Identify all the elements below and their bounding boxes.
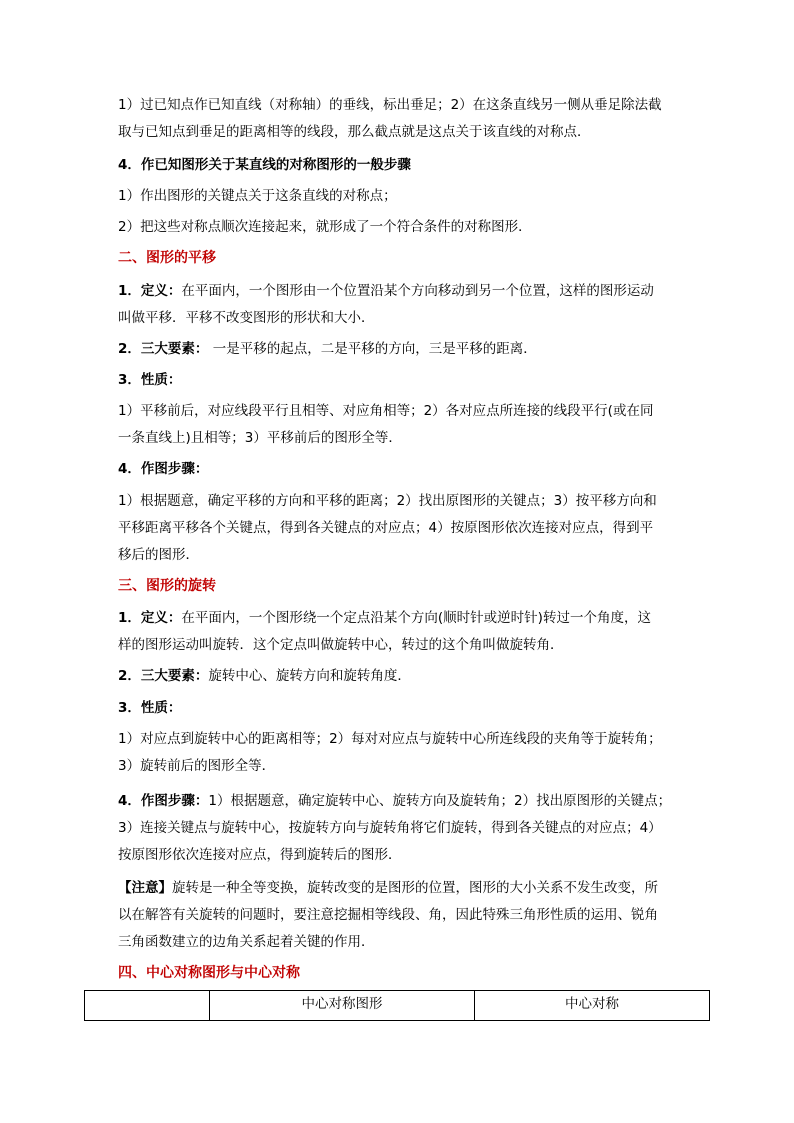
paragraph-translation-steps-label: 4．作图步骤： xyxy=(118,461,209,477)
paragraph-rotation-properties-label: 3．性质： xyxy=(118,700,182,716)
paragraph-translation-definition: 1．定义：在平面内，一个图形由一个位置沿某个方向移动到另一个位置，这样的图形运动 叫做平移．平移不改变图形的形状和大小． xyxy=(118,283,654,326)
section-heading-central-symmetry: 四、中心对称图形与中心对称 xyxy=(118,965,300,981)
paragraph-rotation-properties: 1）对应点到旋转中心的距离相等；2）每对对应点与旋转中心所连线段的夹角等于旋转角； 3）旋转前后的图形全等． xyxy=(118,731,662,774)
table-header-cell-figure: 中心对称图形 xyxy=(210,991,475,1021)
paragraph-translation-steps: 1）根据题意，确定平移的方向和平移的距离；2）找出原图形的关键点；3）按平移方向和 平移距离平移各个关键点，得到各关键点的对应点；4）按原图形依次连接对应点，得到平 移后的图形． xyxy=(118,493,657,563)
paragraph-translation-properties-label: 3．性质： xyxy=(118,372,182,388)
paragraph-step-1: 1）作出图形的关键点关于这条直线的对称点； xyxy=(118,188,397,204)
paragraph-translation-properties: 1）平移前后，对应线段平行且相等、对应角相等；2）各对应点所连接的线段平行(或在同 一条直线上)且相等；3）平移前后的图形全等． xyxy=(118,403,654,446)
paragraph-rotation-definition: 1．定义：在平面内，一个图形绕一个定点沿某个方向(顺时针或逆时针)转过一个角度，这 样的图形运动叫旋转．这个定点叫做旋转中心，转过的这个角叫做旋转角． xyxy=(118,610,651,653)
table-header-cell-empty xyxy=(85,991,210,1021)
paragraph-rotation-note: 【注意】旋转是一种全等变换，旋转改变的是图形的位置，图形的大小关系不发生改变，所 以在解答有关旋转的问题时，要注意挖掘相等线段、角，因此特殊三角形性质的运用、锐角 三角函数建立的边角关系起着关键的作用． xyxy=(118,880,658,950)
table-header-cell-symmetry: 中心对称 xyxy=(475,991,710,1021)
section-heading-rotation: 三、图形的旋转 xyxy=(118,578,216,594)
paragraph-symmetric-point-steps: 1）过已知点作已知直线（对称轴）的垂线，标出垂足；2）在这条直线另一侧从垂足除法截 取与已知点到垂足的距离相等的线段，那么截点就是这点关于该直线的对称点． xyxy=(118,97,662,140)
comparison-table xyxy=(84,990,710,1021)
paragraph-step-2: 2）把这些对称点顺次连接起来，就形成了一个符合条件的对称图形． xyxy=(118,219,532,235)
paragraph-rotation-steps: 4．作图步骤：1）根据题意，确定旋转中心、旋转方向及旋转角；2）找出原图形的关键点； 3）连接关键点与旋转中心，按旋转方向与旋转角将它们旋转，得到各关键点的对应点；4） 按原图形依次连接对应点，得到旋转后的图形． xyxy=(118,793,672,863)
table-header-row xyxy=(85,991,710,1021)
section-heading-translation: 二、图形的平移 xyxy=(118,250,216,266)
paragraph-rotation-elements: 2．三大要素：旋转中心、旋转方向和旋转角度． xyxy=(118,668,411,684)
paragraph-translation-elements: 2．三大要素： 一是平移的起点，二是平移的方向，三是平移的距离． xyxy=(118,341,537,357)
subheading-symmetric-figure-steps: 4．作已知图形关于某直线的对称图形的一般步骤 xyxy=(118,157,411,173)
